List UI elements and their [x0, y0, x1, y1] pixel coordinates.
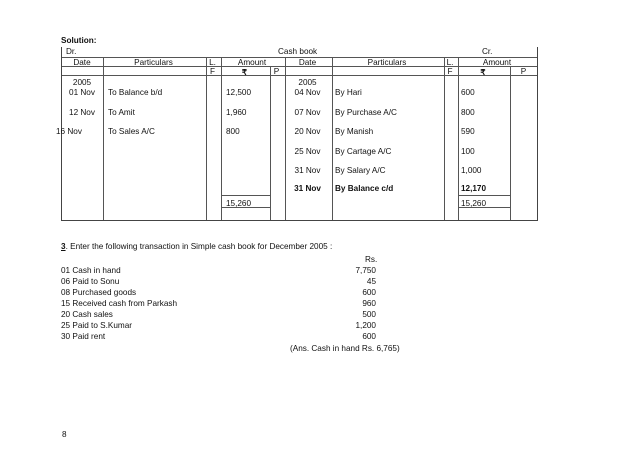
- debit-lf-f-header: F: [209, 67, 215, 76]
- page-number: 8: [62, 430, 67, 439]
- credit-total-top-rule: [458, 195, 510, 196]
- credit-row-amount: 590: [461, 127, 475, 136]
- credit-balance-amount: 12,170: [461, 184, 487, 193]
- col-divider: [103, 57, 104, 220]
- solution-heading: Solution:: [61, 36, 97, 45]
- debit-year: 2005: [72, 78, 92, 87]
- answer-note: (Ans. Cash in hand Rs. 6,765): [290, 344, 400, 353]
- transaction-label: 20 Cash sales: [61, 310, 113, 319]
- col-divider: [444, 57, 445, 220]
- debit-date-header: Date: [73, 58, 91, 67]
- cashbook-title: Cash book: [278, 47, 318, 56]
- col-divider: [206, 57, 207, 220]
- debit-total-top-rule: [221, 195, 270, 196]
- question-text: [61, 242, 332, 251]
- credit-row-amount: 600: [461, 88, 475, 97]
- transaction-amount: 600: [362, 332, 376, 341]
- debit-amount-header: Amount: [237, 58, 267, 67]
- debit-row-particulars: To Balance b/d: [108, 88, 163, 97]
- col-divider: [332, 57, 333, 220]
- credit-lf-f-header: F: [447, 67, 453, 76]
- credit-rupee-header: ₹: [480, 68, 486, 77]
- credit-amount-header: Amount: [482, 58, 512, 67]
- credit-row-amount: 100: [461, 147, 475, 156]
- transaction-amount: 600: [362, 288, 376, 297]
- question-body: . Enter the following transaction in Simple cash book for December 2005 :: [65, 242, 333, 251]
- debit-lf-header: L.: [209, 58, 216, 67]
- debit-total: 15,260: [226, 199, 252, 208]
- rs-label: Rs.: [365, 255, 378, 264]
- col-divider: [510, 66, 511, 220]
- debit-row-particulars: To Sales A/C: [108, 127, 155, 136]
- debit-row-date: 16 Nov: [56, 127, 82, 136]
- debit-row-particulars: To Amit: [108, 108, 135, 117]
- credit-row-particulars: By Purchase A/C: [335, 108, 397, 117]
- credit-row-particulars: By Manish: [335, 127, 374, 136]
- credit-lf-header: L.: [446, 58, 454, 67]
- credit-row-date: 31 Nov: [294, 184, 321, 193]
- credit-row-particulars: By Salary A/C: [335, 166, 386, 175]
- transaction-label: 08 Purchased goods: [61, 288, 137, 297]
- debit-particulars-header: Particulars: [134, 58, 173, 67]
- credit-row-particulars: By Hari: [335, 88, 362, 97]
- transaction-amount: 960: [362, 299, 376, 308]
- credit-row-particulars: By Cartage A/C: [335, 147, 392, 156]
- credit-row-amount: 800: [461, 108, 475, 117]
- transaction-amount: 1,200: [355, 321, 376, 330]
- cr-label: Cr.: [482, 47, 493, 56]
- question-number: 3: [61, 242, 66, 251]
- credit-date-header: Date: [298, 58, 317, 67]
- debit-row-date: 12 Nov: [69, 108, 95, 117]
- transaction-label: 15 Received cash from Parkash: [61, 299, 178, 308]
- credit-row-date: 20 Nov: [294, 127, 321, 136]
- credit-balance-cd: By Balance c/d: [335, 184, 394, 193]
- debit-paise-header: P: [273, 67, 280, 76]
- credit-row-date: 31 Nov: [294, 166, 321, 175]
- transaction-label: 25 Paid to S.Kumar: [61, 321, 132, 330]
- credit-particulars-header: Particulars: [367, 58, 407, 67]
- transaction-amount: 45: [366, 277, 376, 286]
- transaction-amount: 7,750: [355, 266, 376, 275]
- credit-year: 2005: [298, 78, 317, 87]
- transaction-label: 30 Paid rent: [61, 332, 106, 341]
- col-divider: [270, 66, 271, 220]
- debit-rupee-header: ₹: [241, 68, 248, 77]
- debit-row-date: 01 Nov: [69, 88, 95, 97]
- credit-row-date: 25 Nov: [294, 147, 321, 156]
- debit-row-amount: 800: [226, 127, 240, 136]
- credit-paise-header: P: [520, 67, 527, 76]
- credit-total: 15,260: [461, 199, 487, 208]
- transaction-label: 01 Cash in hand: [61, 266, 121, 275]
- debit-row-amount: 1,960: [226, 108, 247, 117]
- credit-row-date: 07 Nov: [294, 108, 321, 117]
- credit-row-amount: 1,000: [461, 166, 482, 175]
- debit-row-amount: 12,500: [226, 88, 252, 97]
- dr-label: Dr.: [66, 47, 77, 56]
- credit-row-date: 04 Nov: [294, 88, 321, 97]
- transaction-label: 06 Paid to Sonu: [61, 277, 120, 286]
- transaction-amount: 500: [362, 310, 376, 319]
